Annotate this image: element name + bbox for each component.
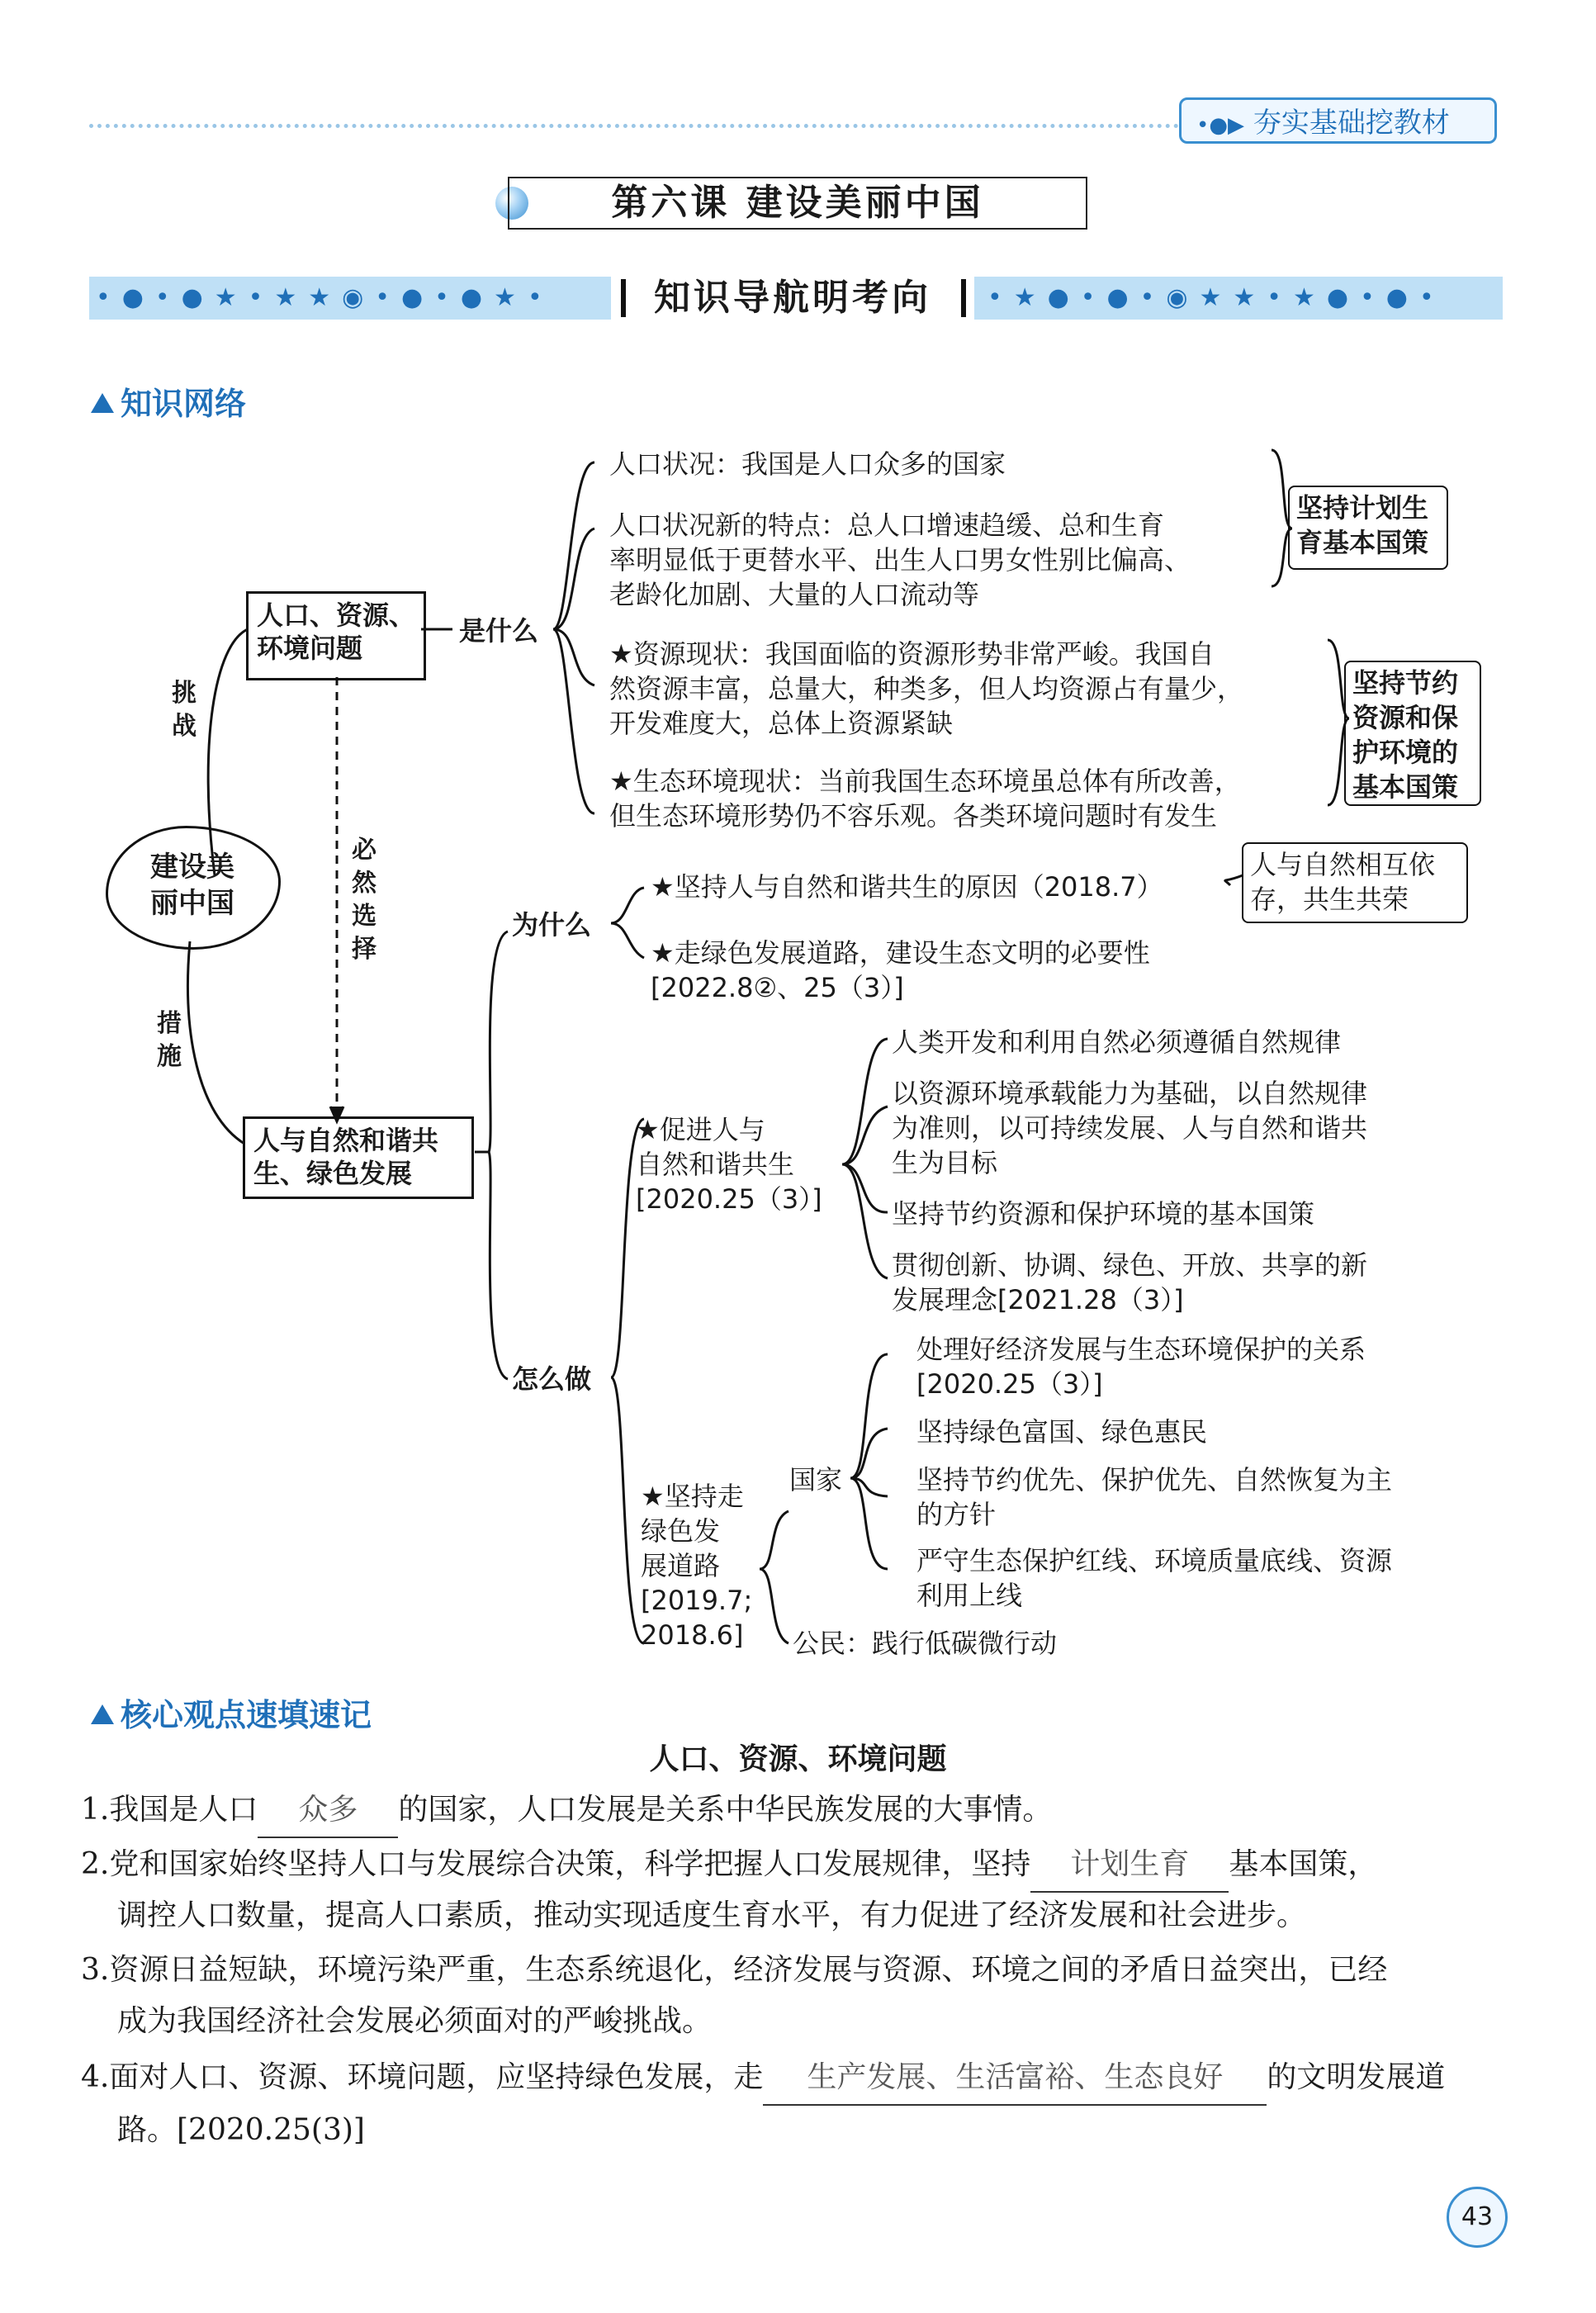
core-4-post: 的文明发展道 [1267, 2060, 1446, 2094]
resource-line2: 然资源丰富，总量大，种类多，但人均资源占有量少， [609, 673, 1244, 704]
policy2-line3: 护环境的 [1352, 737, 1459, 768]
core-item-4 [81, 2051, 1509, 2106]
arrow-icon: •●▶ [1196, 113, 1245, 138]
promote-line2: 自然和谐共生 [636, 1149, 795, 1180]
pop-status: 人口状况：我国是人口众多的国家 [609, 448, 1006, 480]
green-road-line5: 2018.6] [641, 1619, 744, 1651]
challenge-label: 挑战 [172, 679, 197, 741]
resource-line3: 开发难度大，总体上资源紧缺 [609, 708, 954, 739]
pop-new-line3: 老龄化加剧、大量的人口流动等 [609, 579, 980, 610]
section-core-heading [91, 1690, 372, 1735]
promote-line1: ★促进人与 [636, 1114, 765, 1145]
why-label: 为什么 [512, 909, 592, 941]
policy1-line2: 育基本国策 [1296, 527, 1429, 558]
measure-label: 措施 [157, 1009, 182, 1071]
core-item-2-line2: 调控人口数量，提高人口素质，推动实现适度生育水平，有力促进了经济发展和社会进步。 [117, 1898, 1307, 1932]
policy-family-planning-box [1288, 486, 1448, 570]
state-item-d-line1: 严守生态保护红线、环境质量底线、资源 [916, 1545, 1393, 1576]
promote-item-b-line3: 生为目标 [892, 1147, 998, 1178]
core-4-blank: 生产发展、生活富裕、生态良好 [763, 2051, 1267, 2106]
lesson-title: 第六课 建设美丽中国 [508, 177, 1087, 230]
pop-new-line2: 率明显低于更替水平、出生人口男女性别比偏高、 [609, 544, 1191, 576]
core-1-post: 的国家，人口发展是关系中华民族发展的大事情。 [398, 1793, 1053, 1827]
policy-resource-environment-box [1344, 661, 1481, 806]
root-label: 建设美丽中国 [150, 851, 234, 920]
policy2-line2: 资源和保 [1352, 702, 1459, 733]
why-harmony-box-line2: 存，共生共荣 [1250, 884, 1409, 915]
green-road-line1: ★坚持走 [641, 1481, 744, 1512]
how-label: 怎么做 [512, 1363, 592, 1395]
pop-new-line1: 人口状况新的特点：总人口增速趋缓、总和生育 [609, 510, 1165, 541]
section-network-label: 知识网络 [121, 385, 247, 422]
core-2-pre: 2.党和国家始终坚持人口与发展综合决策，科学把握人口发展规律，坚持 [81, 1847, 1031, 1881]
policy2-line1: 坚持节约 [1352, 667, 1459, 699]
core-2-blank: 计划生育 [1030, 1838, 1229, 1893]
nav-title-text: 知识导航明考向 [654, 277, 931, 319]
promote-item-b-line1: 以资源环境承载能力为基础，以自然规律 [892, 1078, 1368, 1109]
header-badge-label: 夯实基础挖教材 [1253, 107, 1450, 140]
why-harmony-box [1242, 842, 1468, 923]
state-item-c-line1: 坚持节约优先、保护优先、自然恢复为主 [916, 1464, 1393, 1495]
triangle-icon [91, 1704, 114, 1724]
why-green-line1: ★走绿色发展道路，建设生态文明的必要性 [651, 937, 1150, 969]
green-road-line2: 绿色发 [641, 1515, 721, 1547]
core-4-pre: 4.面对人口、资源、环境问题，应坚持绿色发展，走 [81, 2060, 764, 2094]
section-core-label: 核心观点速填速记 [121, 1696, 372, 1733]
what-label: 是什么 [459, 615, 539, 647]
decorative-dots-right: •★●•●•◉★★•★●•●• [987, 283, 1446, 312]
why-green-line2: [2022.8②、25（3）] [651, 972, 904, 1003]
green-road-line3: 展道路 [641, 1550, 721, 1581]
page-number: 43 [1447, 2187, 1508, 2248]
state-item-d-line2: 利用上线 [916, 1580, 1023, 1611]
eco-line1: ★生态环境现状：当前我国生态环境虽总体有所改善， [609, 765, 1241, 797]
eco-line2: 但生态环境形势仍不容乐观。各类环境问题时有发生 [609, 800, 1218, 832]
state-label: 国家 [789, 1464, 843, 1495]
why-harmony-box-line1: 人与自然相互依 [1250, 849, 1436, 880]
core-item-3-line1: 3.资源日益短缺，环境污染严重，生态系统退化，经济发展与资源、环境之间的矛盾日益突出，已经 [81, 1953, 1388, 1987]
core-item-2 [81, 1838, 1509, 1893]
state-item-a-line2: [2020.25（3）] [916, 1368, 1103, 1400]
node-harmony-green-development: 人与自然和谐共生、绿色发展 [243, 1116, 474, 1199]
green-road-line4: [2019.7; [641, 1585, 753, 1616]
promote-item-b-line2: 为准则，以可持续发展、人与自然和谐共 [892, 1112, 1368, 1144]
resource-line1: ★资源现状：我国面临的资源形势非常严峻。我国自 [609, 638, 1215, 670]
core-1-blank: 众多 [258, 1784, 398, 1838]
promote-item-c: 坚持节约资源和保护环境的基本国策 [892, 1198, 1315, 1230]
promote-item-a: 人类开发和利用自然必须遵循自然规律 [892, 1026, 1342, 1058]
core-item-1 [81, 1784, 1509, 1838]
core-1-pre: 1.我国是人口 [81, 1793, 258, 1827]
must-choice-label: 必然选择 [352, 836, 377, 964]
core-2-post: 基本国策， [1229, 1847, 1378, 1881]
core-subtitle: 人口、资源、环境问题 [649, 1742, 947, 1776]
state-item-a-line1: 处理好经济发展与生态环境保护的关系 [916, 1334, 1366, 1365]
core-item-4-line2: 路。[2020.25(3)] [117, 2113, 365, 2147]
citizen-item: 公民：践行低碳微行动 [793, 1628, 1058, 1659]
why-harmony-reason: ★坚持人与自然和谐共生的原因（2018.7） [651, 871, 1163, 903]
state-item-c-line2: 的方针 [916, 1499, 997, 1530]
policy1-line1: 坚持计划生 [1296, 492, 1429, 524]
policy2-line4: 基本国策 [1352, 771, 1459, 803]
decorative-dots-left: •●•●★•★★◉•●•●★• [96, 283, 554, 312]
promote-line3: [2020.25（3）] [636, 1183, 822, 1215]
promote-item-d-line2: 发展理念[2021.28（3）] [892, 1284, 1184, 1315]
core-item-3-line2: 成为我国经济社会发展必须面对的严峻挑战。 [117, 2004, 713, 2038]
state-item-b: 坚持绿色富国、绿色惠民 [916, 1416, 1208, 1448]
promote-item-d-line1: 贯彻创新、协调、绿色、开放、共享的新 [892, 1249, 1368, 1281]
node-population-resource-environment: 人口、资源、环境问题 [246, 591, 426, 680]
